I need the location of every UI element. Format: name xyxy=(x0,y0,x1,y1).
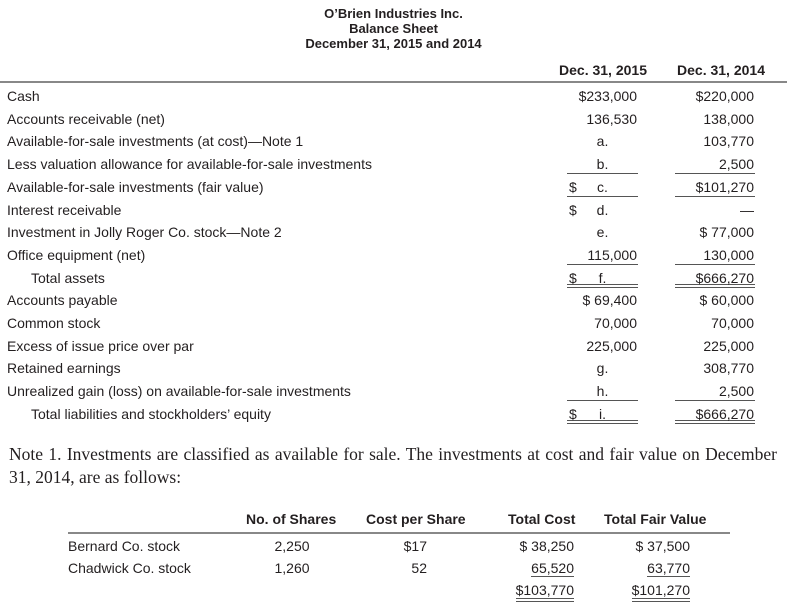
balance-row xyxy=(0,131,787,153)
row-label: Office equipment (net) xyxy=(7,246,146,263)
row-label: Less valuation allowance for available-for-sale investments xyxy=(7,156,372,173)
value-2015-text: $233,000 xyxy=(578,88,637,104)
inv-header-shares: No. of Shares xyxy=(246,511,337,527)
dollar-sign: $ xyxy=(569,178,577,195)
value-2015-text: 115,000 xyxy=(587,246,637,263)
value-2014 xyxy=(675,156,755,174)
value-2015-text: 136,530 xyxy=(586,110,637,127)
value-2014 xyxy=(675,360,755,378)
inv-header-total-cost: Total Cost xyxy=(508,511,576,527)
value-2015 xyxy=(567,315,638,333)
value-2014 xyxy=(675,202,755,220)
balance-row xyxy=(0,313,787,335)
value-2014 xyxy=(675,133,755,151)
value-2015 xyxy=(567,133,638,151)
company-name: O’Brien Industries Inc. xyxy=(324,6,463,21)
balance-row xyxy=(0,358,787,380)
balance-row xyxy=(0,290,787,312)
value-2014 xyxy=(675,383,755,401)
row-label: Total assets xyxy=(31,269,105,286)
row-label: Accounts payable xyxy=(7,292,118,309)
value-2015 xyxy=(567,270,638,288)
value-2015 xyxy=(567,156,638,174)
value-2014 xyxy=(675,247,755,265)
value-2014 xyxy=(675,315,755,333)
value-2014-text: $220,000 xyxy=(695,88,754,104)
value-2014-text: $101,270 xyxy=(695,178,754,195)
row-label: Excess of issue price over par xyxy=(7,337,194,354)
value-2014-text: $666,270 xyxy=(695,405,754,422)
value-2014 xyxy=(675,224,755,242)
value-2014 xyxy=(675,406,755,424)
value-2015-text: $ 69,400 xyxy=(582,292,637,309)
balance-row xyxy=(0,404,787,426)
row-label: Interest receivable xyxy=(7,201,122,218)
value-2015-text: b. xyxy=(596,156,609,173)
balance-row xyxy=(0,154,787,176)
value-2014-text: 2,500 xyxy=(718,156,754,173)
value-2014 xyxy=(675,88,755,106)
value-2014 xyxy=(675,111,755,129)
inv-stock-name: Chadwick Co. stock xyxy=(68,560,191,576)
value-2014-text: — xyxy=(740,201,754,218)
value-2015-text: i. xyxy=(599,405,606,422)
value-2014-text: 130,000 xyxy=(703,246,754,263)
column-header-2015: Dec. 31, 2015 xyxy=(559,62,647,78)
inv-total-cost-sum: $103,770 xyxy=(516,582,574,602)
balance-row xyxy=(0,381,787,403)
inv-fair-value: $ 37,500 xyxy=(635,538,690,554)
balance-row xyxy=(0,245,787,267)
inv-shares: 2,250 xyxy=(274,538,310,554)
row-label: Available-for-sale investments (at cost)—Note 1 xyxy=(7,133,304,150)
row-label: Total liabilities and stockholders’ equity xyxy=(31,405,271,422)
statement-title: Balance Sheet xyxy=(349,21,438,36)
inv-header-cost-per-share: Cost per Share xyxy=(366,511,466,527)
row-label: Common stock xyxy=(7,315,101,331)
value-2015 xyxy=(567,360,638,378)
value-2014 xyxy=(675,338,755,356)
inv-cost-per-share: $17 xyxy=(403,538,427,554)
inv-stock-name: Bernard Co. stock xyxy=(68,538,181,554)
value-2015-text: g. xyxy=(596,360,609,377)
value-2014-text: $666,270 xyxy=(695,269,754,286)
inv-cost-per-share: 52 xyxy=(411,560,427,576)
column-header-2014: Dec. 31, 2014 xyxy=(677,62,765,78)
value-2015-text: d. xyxy=(596,201,609,218)
dollar-sign: $ xyxy=(569,269,577,286)
inv-header-fair-value: Total Fair Value xyxy=(604,511,707,527)
value-2015-text: f. xyxy=(598,269,607,286)
balance-row xyxy=(0,268,787,290)
value-2015 xyxy=(567,247,638,265)
balance-row xyxy=(0,86,787,108)
value-2015 xyxy=(567,338,638,356)
value-2014-text: $ 60,000 xyxy=(699,292,754,309)
balance-row xyxy=(0,336,787,358)
dollar-sign: $ xyxy=(569,405,577,422)
row-label: Retained earnings xyxy=(7,360,121,377)
inv-fair-value: 63,770 xyxy=(647,560,690,576)
value-2015 xyxy=(567,111,638,129)
value-2014-text: 308,770 xyxy=(703,360,754,377)
note-1-text: Note 1. Investments are classified as available for sale. The investments at cost and fair value on December 31, 2014, are as follows: xyxy=(9,444,777,487)
header-rule xyxy=(0,81,787,83)
value-2015 xyxy=(567,202,638,220)
value-2015 xyxy=(567,292,638,310)
value-2015-text: a. xyxy=(596,133,609,150)
value-2015 xyxy=(567,179,638,197)
row-label: Unrealized gain (loss) on available-for-sale investments xyxy=(7,383,351,400)
row-label: Investment in Jolly Roger Co. stock—Note 2 xyxy=(7,224,282,241)
value-2015-text: c. xyxy=(597,178,608,195)
dollar-sign: $ xyxy=(569,201,577,218)
value-2015 xyxy=(567,224,638,242)
statement-period: December 31, 2015 and 2014 xyxy=(305,36,482,51)
value-2014-text: 225,000 xyxy=(703,337,754,354)
value-2015 xyxy=(567,88,638,106)
inv-total-cost: $ 38,250 xyxy=(519,538,574,554)
value-2014 xyxy=(675,179,755,197)
row-label: Accounts receivable (net) xyxy=(7,110,165,127)
value-2015 xyxy=(567,383,638,401)
value-2015-text: 225,000 xyxy=(586,337,637,354)
inv-header-rule xyxy=(68,532,730,534)
value-2015-text: h. xyxy=(596,383,609,400)
value-2014-text: 138,000 xyxy=(703,110,754,127)
row-label: Cash xyxy=(7,88,40,104)
balance-row xyxy=(0,200,787,222)
value-2015 xyxy=(567,406,638,424)
value-2014 xyxy=(675,292,755,310)
value-2015-text: e. xyxy=(596,224,609,241)
value-2014-text: 103,770 xyxy=(703,133,754,150)
value-2014-text: 2,500 xyxy=(718,383,754,400)
value-2014 xyxy=(675,270,755,288)
value-2014-text: 70,000 xyxy=(711,315,754,331)
balance-row xyxy=(0,109,787,131)
inv-fair-value-sum: $101,270 xyxy=(632,582,690,602)
balance-row xyxy=(0,177,787,199)
balance-row xyxy=(0,222,787,244)
row-label: Available-for-sale investments (fair value) xyxy=(7,178,264,195)
value-2015-text: 70,000 xyxy=(594,315,637,331)
value-2014-text: $ 77,000 xyxy=(699,224,754,241)
inv-total-cost: 65,520 xyxy=(531,560,574,576)
inv-shares: 1,260 xyxy=(274,560,310,576)
